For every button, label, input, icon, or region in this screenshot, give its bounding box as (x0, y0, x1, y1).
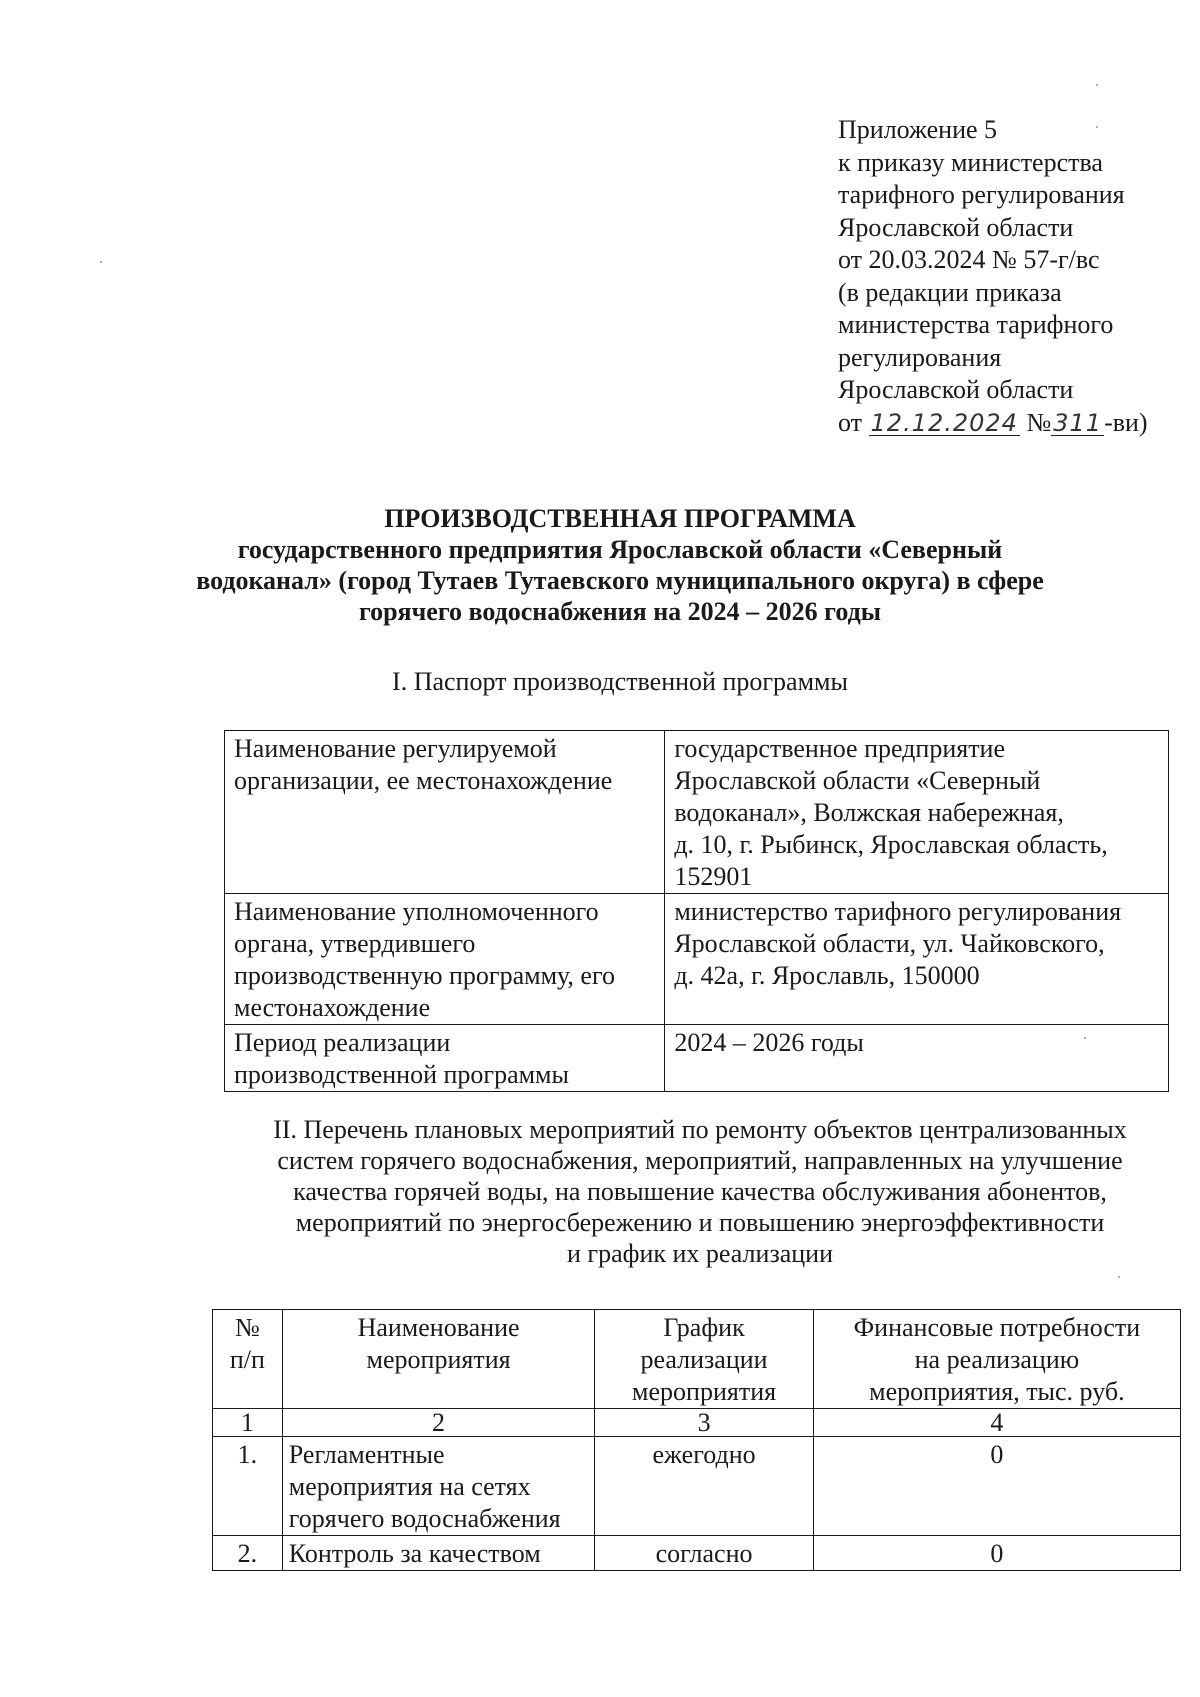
cell-line: д. 42а, г. Ярославль, 150000 (674, 961, 980, 990)
passport-value-cell (665, 1025, 1169, 1092)
cell-line: Контроль за качеством (288, 1539, 541, 1568)
cell-line: мероприятия (366, 1345, 511, 1374)
title-line: государственного предприятия Ярославской области «Северный (237, 535, 1003, 564)
cell-line: п/п (229, 1345, 265, 1374)
cell-line: График (663, 1313, 745, 1342)
row-number: 1. (213, 1437, 283, 1536)
appendix-line: регулирования (838, 342, 1002, 372)
table-row (225, 731, 1169, 894)
number-sign: № (1026, 407, 1052, 437)
cell-line: местонахождение (234, 993, 431, 1022)
scan-speck (100, 261, 102, 263)
cell-line: д. 10, г. Рыбинск, Ярославская область, (674, 830, 1108, 859)
heading-line: мероприятий по энергосбережению и повышению энергоэффективности (295, 1208, 1105, 1237)
heading-line: II. Перечень плановых мероприятий по ремонту объектов централизованных (273, 1115, 1127, 1144)
cell-line: Наименование (357, 1313, 520, 1342)
appendix-line: Приложение 5 (838, 115, 998, 144)
appendix-line: министерства тарифного (838, 310, 1114, 339)
cell-line: Ярославской области «Северный (674, 766, 1041, 795)
appendix-line: тарифного регулирования (838, 180, 1125, 209)
cell-line: министерство тарифного регулирования (674, 897, 1122, 926)
table-row (225, 1025, 1169, 1092)
measure-finance: 0 (813, 1437, 1180, 1536)
appendix-line: от 20.03.2024 № 57-г/вс (838, 245, 1100, 274)
table-row (225, 894, 1169, 1025)
cell-line: водоканал», Волжская набережная, (674, 798, 1064, 827)
document-title (180, 503, 1060, 627)
cell-line: производственной программы (234, 1060, 569, 1089)
title-line: горячего водоснабжения на 2024 – 2026 годы (358, 597, 882, 626)
cell-line: реализации (640, 1345, 768, 1374)
column-header-number (213, 1310, 283, 1409)
passport-label-cell (225, 1025, 665, 1092)
cell-line: организации, ее местонахождение (234, 766, 613, 795)
column-number: 1 (213, 1409, 283, 1437)
section2-heading (220, 1114, 1180, 1269)
cell-line: Наименование уполномоченного (234, 897, 599, 926)
cell-line: горячего водоснабжения (288, 1504, 561, 1533)
row-number: 2. (213, 1536, 283, 1571)
cell-line: мероприятия на сетях (288, 1472, 531, 1501)
column-number: 4 (813, 1409, 1180, 1437)
scan-speck (1118, 1276, 1120, 1278)
handwritten-number: 311 (1053, 408, 1103, 437)
appendix-line: Ярославской области (838, 212, 1074, 242)
title-line: водоканал» (город Тутаев Тутаевского муниципального округа) в сфере (196, 566, 1044, 595)
measure-finance: 0 (813, 1536, 1180, 1571)
cell-line: Финансовые потребности (853, 1313, 1141, 1342)
amendment-prefix: от (838, 407, 863, 437)
column-header-finance (813, 1310, 1180, 1409)
title-main: ПРОИЗВОДСТВЕННАЯ ПРОГРАММА (384, 504, 856, 533)
cell-line: Ярославской области, ул. Чайковского, (674, 929, 1105, 958)
amendment-suffix: -ви) (1104, 407, 1148, 437)
column-number: 2 (282, 1409, 595, 1437)
heading-line: качества горячей воды, на повышение качества обслуживания абонентов, (293, 1177, 1107, 1206)
cell-line: Период реализации (234, 1028, 451, 1057)
measure-name (282, 1536, 595, 1571)
cell-line: производственную программу, его (234, 961, 615, 990)
passport-value-cell (665, 731, 1169, 894)
scan-speck (1096, 84, 1098, 86)
measure-schedule: ежегодно (595, 1437, 813, 1536)
table-header-row (213, 1310, 1181, 1409)
cell-line: государственное предприятие (674, 734, 1006, 763)
cell-line: 152901 (674, 862, 753, 891)
appendix-header (838, 114, 1178, 439)
column-header-name (282, 1310, 595, 1409)
cell-line: на реализацию (914, 1345, 1080, 1374)
table-row (213, 1437, 1181, 1536)
section1-heading: I. Паспорт производственной программы (392, 667, 848, 696)
appendix-line: (в редакции приказа (838, 277, 1062, 307)
column-number: 3 (595, 1409, 813, 1437)
passport-label-cell (225, 731, 665, 894)
cell-line: Регламентные (288, 1440, 445, 1469)
passport-label-cell (225, 894, 665, 1025)
measure-schedule: согласно (595, 1536, 813, 1571)
heading-line: и график их реализации (567, 1239, 833, 1268)
appendix-line: к приказу министерства (838, 147, 1103, 177)
measures-table (212, 1309, 1181, 1571)
heading-line: систем горячего водоснабжения, мероприятий, направленных на улучшение (277, 1146, 1123, 1175)
scan-speck (1084, 1037, 1086, 1039)
cell-line: мероприятия, тыс. руб. (869, 1377, 1125, 1406)
scan-speck (1096, 126, 1098, 128)
cell-line: № (234, 1313, 260, 1342)
cell-line: 2024 – 2026 годы (674, 1028, 864, 1057)
cell-line: мероприятия (632, 1377, 777, 1406)
passport-value-cell (665, 894, 1169, 1025)
column-header-schedule (595, 1310, 813, 1409)
handwritten-date: 12.12.2024 (870, 408, 1018, 437)
measure-name (282, 1437, 595, 1536)
column-number-row (213, 1409, 1181, 1437)
appendix-amendment-line (838, 407, 1178, 440)
passport-table (224, 730, 1169, 1092)
appendix-line: Ярославской области (838, 375, 1074, 404)
table-row (213, 1536, 1181, 1571)
cell-line: органа, утвердившего (234, 929, 476, 958)
cell-line: Наименование регулируемой (234, 734, 557, 763)
